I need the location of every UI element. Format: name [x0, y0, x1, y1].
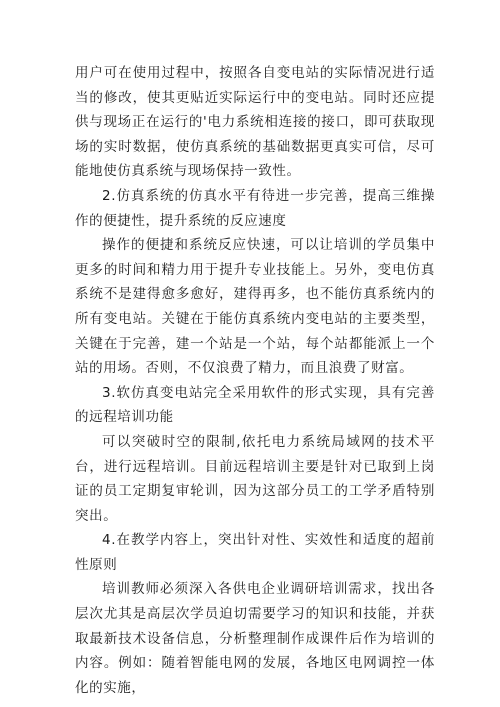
- heading-item-3: 3.软仿真变电站完全采用软件的形式实现，具有完善的远程培训功能: [75, 384, 435, 426]
- paragraph-item-3-body: 可以突破时空的限制,依托电力系统局域网的技术平台，进行远程培训。目前远程培训主要是针对已取到上岗证的员工定期复审轮训，因为这部分员工的工学矛盾特别突出。: [75, 433, 435, 524]
- paragraph-item-2-body: 操作的便捷和系统反应快速，可以让培训的学员集中更多的时间和精力用于提升专业技能上。另外，变电仿真系统不是建得愈多愈好，建得再多，也不能仿真系统内的所有变电站。关键在于能仿真系统内变电站的主要类型，关键在于完善，建一个站是一个站，每个站都能派上一个站的用场。否则，不仅浪费了精力，而且浪费了财富。: [75, 237, 435, 377]
- heading-item-2: 2.仿真系统的仿真水平有待进一步完善，提高三维操作的便捷性，提升系统的反应速度: [75, 187, 435, 229]
- document-body: [75, 61, 435, 700]
- paragraph-continuation: 用户可在使用过程中，按照各自变电站的实际情况进行适当的修改，使其更贴近实际运行中的变电站。同时还应提供与现场正在运行的'电力系统相连接的接口，即可获取现场的实时数据，使仿真系统的基础数据更真实可信，尽可能地使仿真系统与现场保持一致性。: [75, 65, 435, 180]
- paragraph-item-4-body: 培训教师必须深入各供电企业调研培训需求，找出各层次尤其是高层次学员迫切需要学习的知识和技能，并获取最新技术设备信息，分析整理制作成课件后作为培训的内容。例如：随着智能电网的发展，各地区电网调控一体化的实施，: [75, 581, 435, 696]
- heading-item-4: 4.在教学内容上，突出针对性、实效性和适度的超前性原则: [75, 532, 435, 573]
